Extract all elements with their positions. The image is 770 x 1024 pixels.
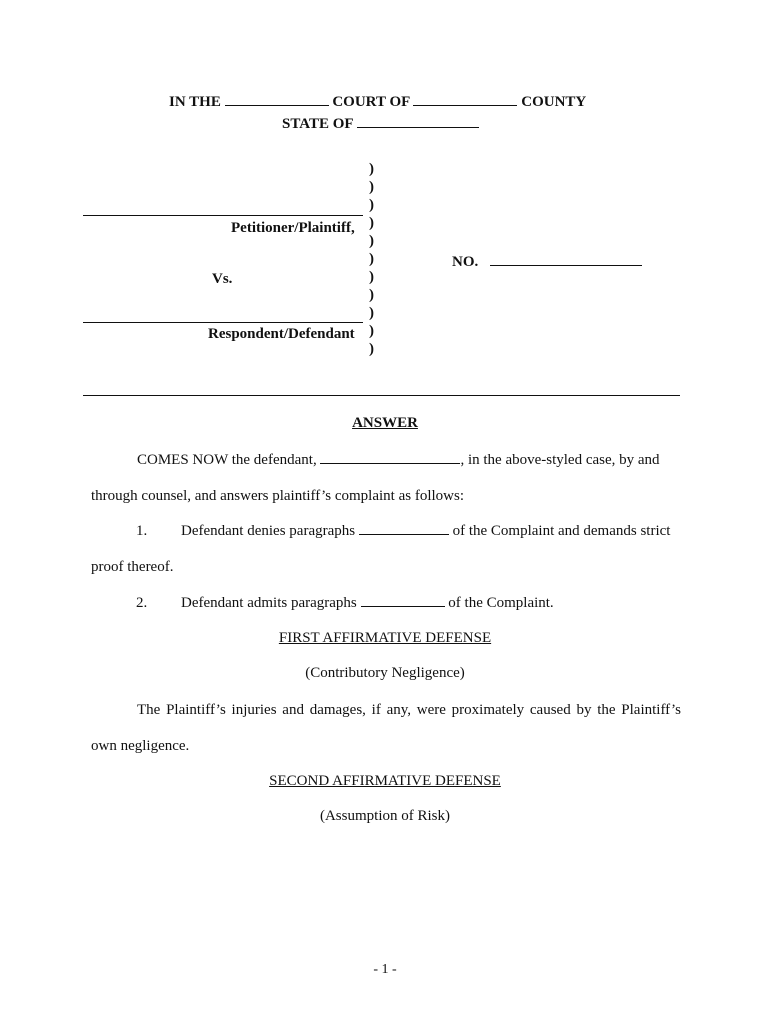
versus-label: Vs.: [212, 271, 233, 287]
item-2-text-part2: of the Complaint.: [448, 595, 554, 611]
item-1-line-2: proof thereof.: [91, 559, 174, 575]
state-of-label: STATE OF: [282, 116, 353, 132]
intro-line-1: [137, 452, 660, 469]
state-name-blank[interactable]: [357, 127, 479, 128]
item-1-text-part1: Defendant denies paragraphs: [181, 523, 356, 539]
petitioner-label: Petitioner/Plaintiff,: [231, 220, 355, 236]
intro-text-part1: COMES NOW the defendant,: [137, 452, 317, 468]
caption-paren-column: ) ) ) ) ) ) ) ) ) ) ): [369, 161, 374, 357]
second-defense-subtitle: (Assumption of Risk): [319, 808, 450, 824]
court-header-prefix: IN THE: [169, 94, 221, 110]
first-defense-text-line-2: own negligence.: [91, 738, 190, 754]
intro-text-part2: , in the above-styled case, by and: [460, 452, 660, 468]
first-defense-text-line-1: The Plaintiff’s injuries and damages, if any, were proximately caused by the Plaintiff’s: [137, 702, 681, 718]
denied-paragraphs-blank[interactable]: [359, 534, 449, 535]
county-name-blank[interactable]: [413, 105, 517, 106]
first-defense-title: FIRST AFFIRMATIVE DEFENSE: [278, 630, 492, 646]
item-2-line: [181, 595, 554, 612]
intro-line-2: through counsel, and answers plaintiff’s complaint as follows:: [91, 488, 464, 504]
second-defense-title: SECOND AFFIRMATIVE DEFENSE: [269, 773, 501, 789]
county-label: COUNTY: [521, 94, 587, 110]
page-number: - 1 -: [373, 962, 397, 977]
item-1-number: 1.: [136, 523, 148, 539]
respondent-name-blank[interactable]: [83, 322, 363, 323]
respondent-label: Respondent/Defendant: [208, 326, 355, 342]
case-number-field: [452, 254, 642, 271]
defendant-name-blank[interactable]: [320, 463, 460, 464]
court-of-label: COURT OF: [332, 94, 410, 110]
caption-divider: [83, 395, 680, 396]
case-number-blank[interactable]: [490, 265, 642, 266]
item-2-text-part1: Defendant admits paragraphs: [181, 595, 357, 611]
item-1-line-1: [181, 523, 670, 540]
first-defense-subtitle: (Contributory Negligence): [305, 665, 465, 681]
document-title: ANSWER: [352, 415, 418, 431]
item-2-number: 2.: [136, 595, 148, 611]
case-number-label: NO.: [452, 254, 479, 270]
petitioner-name-blank[interactable]: [83, 215, 363, 216]
court-header-line: [169, 94, 586, 111]
admitted-paragraphs-blank[interactable]: [361, 606, 445, 607]
state-header-line: [282, 116, 479, 133]
item-1-text-part2: of the Complaint and demands strict: [452, 523, 671, 539]
court-name-blank[interactable]: [225, 105, 329, 106]
